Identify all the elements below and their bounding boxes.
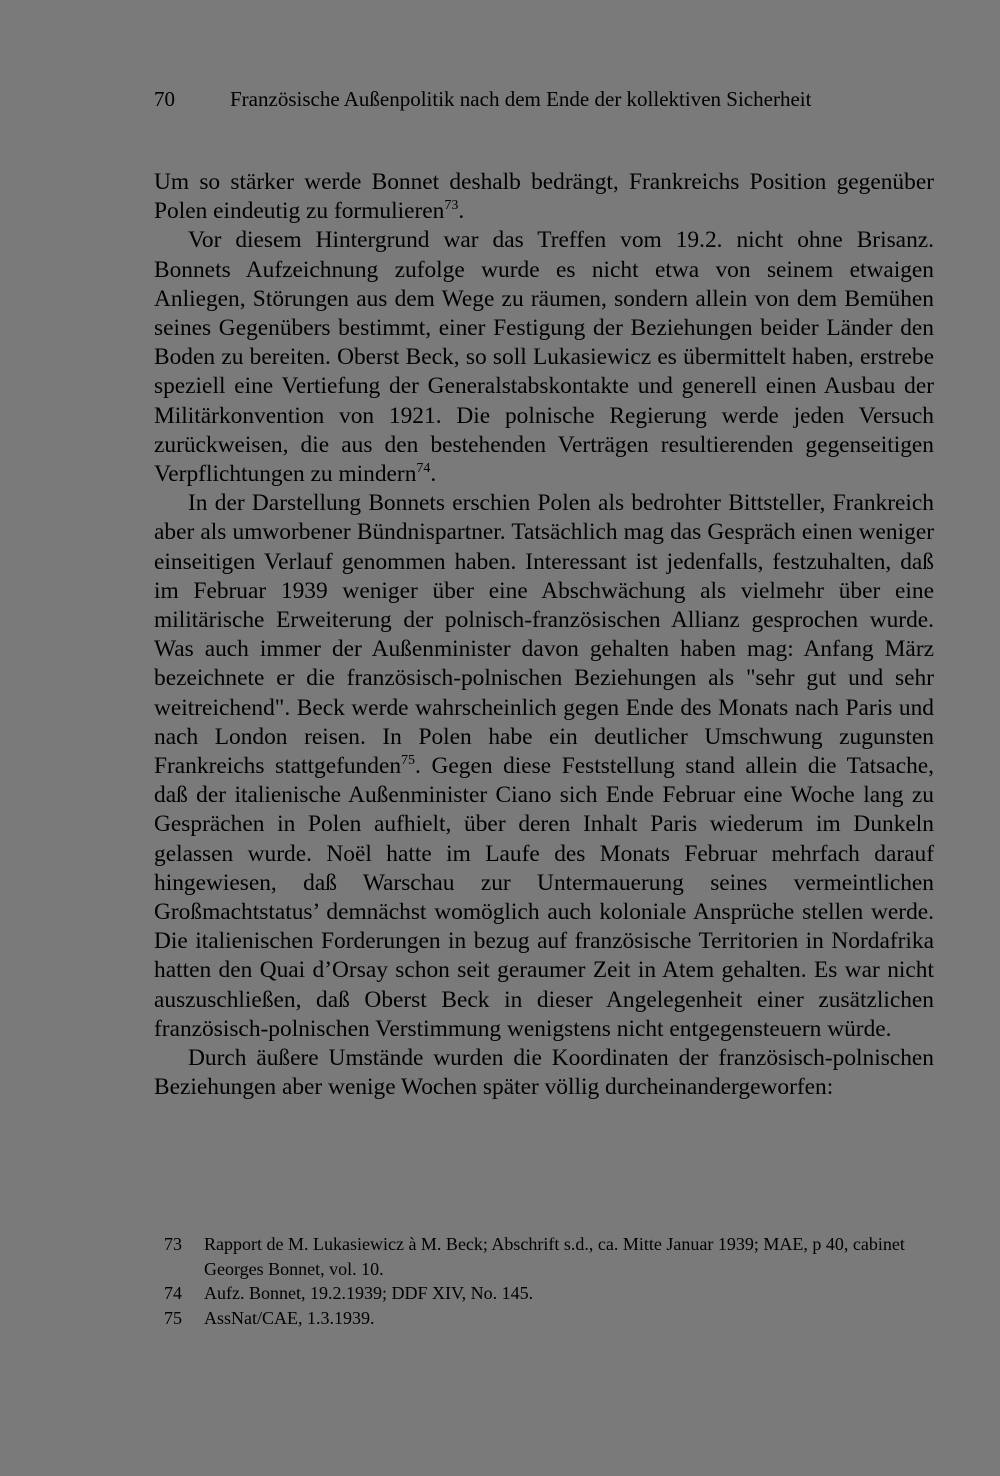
footnote-ref-74[interactable]: 74 [416, 461, 431, 477]
running-title: Französische Außenpolitik nach dem Ende der kollektiven Sicherheit [230, 87, 812, 111]
paragraph-2 [154, 226, 934, 489]
paragraph-1 [154, 168, 934, 226]
footnote-number: 75 [164, 1307, 182, 1328]
footnote-73 [164, 1232, 934, 1281]
text-run: . Gegen diese Feststellung stand allein die Tatsache, daß der italienische Außenminister Ciano sich Ende Februar eine Woche lang zu Gesprächen in Polen aufhielt, über deren Inhalt Paris wiederum im Dunkeln gelassen wurde. Noël hatte im Laufe des Monats Februar mehrfach darauf hingewiesen, daß Warschau zur Untermauerung seines vermeintlichen Großmachtstatus’ demnächst womöglich auch koloniale Ansprüche stellen werde. Die italienischen Forderungen in bezug auf französische Territorien in Nordafrika hatten den Quai d’Orsay schon seit geraumer Zeit in Atem gehalten. Es war nicht auszuschließen, daß Oberst Beck in dieser Angelegenheit einer zusätzlichen französisch-polnischen Verstimmung wenigstens nicht entgegensteuern würde. [154, 753, 934, 1042]
paragraph-4 [154, 1044, 934, 1102]
footnote-text: AssNat/CAE, 1.3.1939. [204, 1307, 375, 1328]
main-text [154, 168, 934, 1103]
footnote-number: 73 [164, 1234, 182, 1254]
page-number: 70 [154, 87, 175, 111]
footnote-ref-73[interactable]: 73 [444, 198, 459, 214]
paragraph-3 [154, 489, 934, 1044]
text-run: In der Darstellung Bonnets erschien Polen als bedrohter Bittsteller, Frankreich aber als umworbener Bündnispartner. Tatsächlich mag das Gespräch einen weniger einseitigen Verlauf genommen haben. Interessant ist jedenfalls, festzuhalten, daß im Februar 1939 weniger über eine Abschwächung als vielmehr über eine militärische Erweiterung der polnisch-französischen Allianz gesprochen wurde. Was auch immer der Außenminister davon gehalten haben mag: Anfang März bezeichnete er die französisch-polnischen Beziehungen als "sehr gut und sehr weitreichend". Beck werde wahrscheinlich gegen Ende des Monats nach Paris und nach London reisen. In Polen habe ein deutlicher Umschwung zugunsten Frankreichs stattgefunden [154, 490, 934, 780]
footnotes [164, 1232, 934, 1330]
text-run: Um so stärker werde Bonnet deshalb bedrängt, Frankreichs Position gegenüber Polen eindeutig zu formulieren [154, 169, 934, 225]
text-run: Vor diesem Hintergrund war das Treffen vom 19.2. nicht ohne Brisanz. Bonnets Aufzeichnung zufolge wurde es nicht etwa von seinem etwaigen Anliegen, Störungen aus dem Wege zu räumen, sondern allein von dem Bemühen seines Gegenübers bestimmt, einer Festigung der Beziehungen beider Länder den Boden zu bereiten. Oberst Beck, so soll Lukasiewicz es übermittelt haben, erstrebe speziell eine Vertiefung der Generalstabskontakte und generell einen Ausbau der Militärkonvention von 1921. Die polnische Regierung werde jeden Versuch zurückweisen, die aus den bestehenden Verträgen resultierenden gegenseitigen Verpflichtungen zu mindern [154, 227, 934, 488]
text-run: . [458, 198, 465, 225]
footnote-number: 74 [164, 1283, 182, 1303]
footnote-text: Aufz. Bonnet, 19.2.1939; DDF XIV, No. 145. [204, 1283, 534, 1303]
footnote-74 [164, 1281, 934, 1306]
running-header [154, 86, 874, 112]
text-run: Durch äußere Umstände wurden die Koordinaten der französisch-polnischen Beziehungen aber wenige Wochen später völlig durcheinandergeworfen: [154, 1045, 934, 1101]
footnote-text: Rapport de M. Lukasiewicz à M. Beck; Abschrift s.d., ca. Mitte Januar 1939; MAE, p 40, cabinet Georges Bonnet, vol. 10. [204, 1234, 905, 1279]
footnote-75 [164, 1306, 934, 1331]
text-run: . [430, 461, 437, 488]
footnote-ref-75[interactable]: 75 [401, 753, 416, 769]
